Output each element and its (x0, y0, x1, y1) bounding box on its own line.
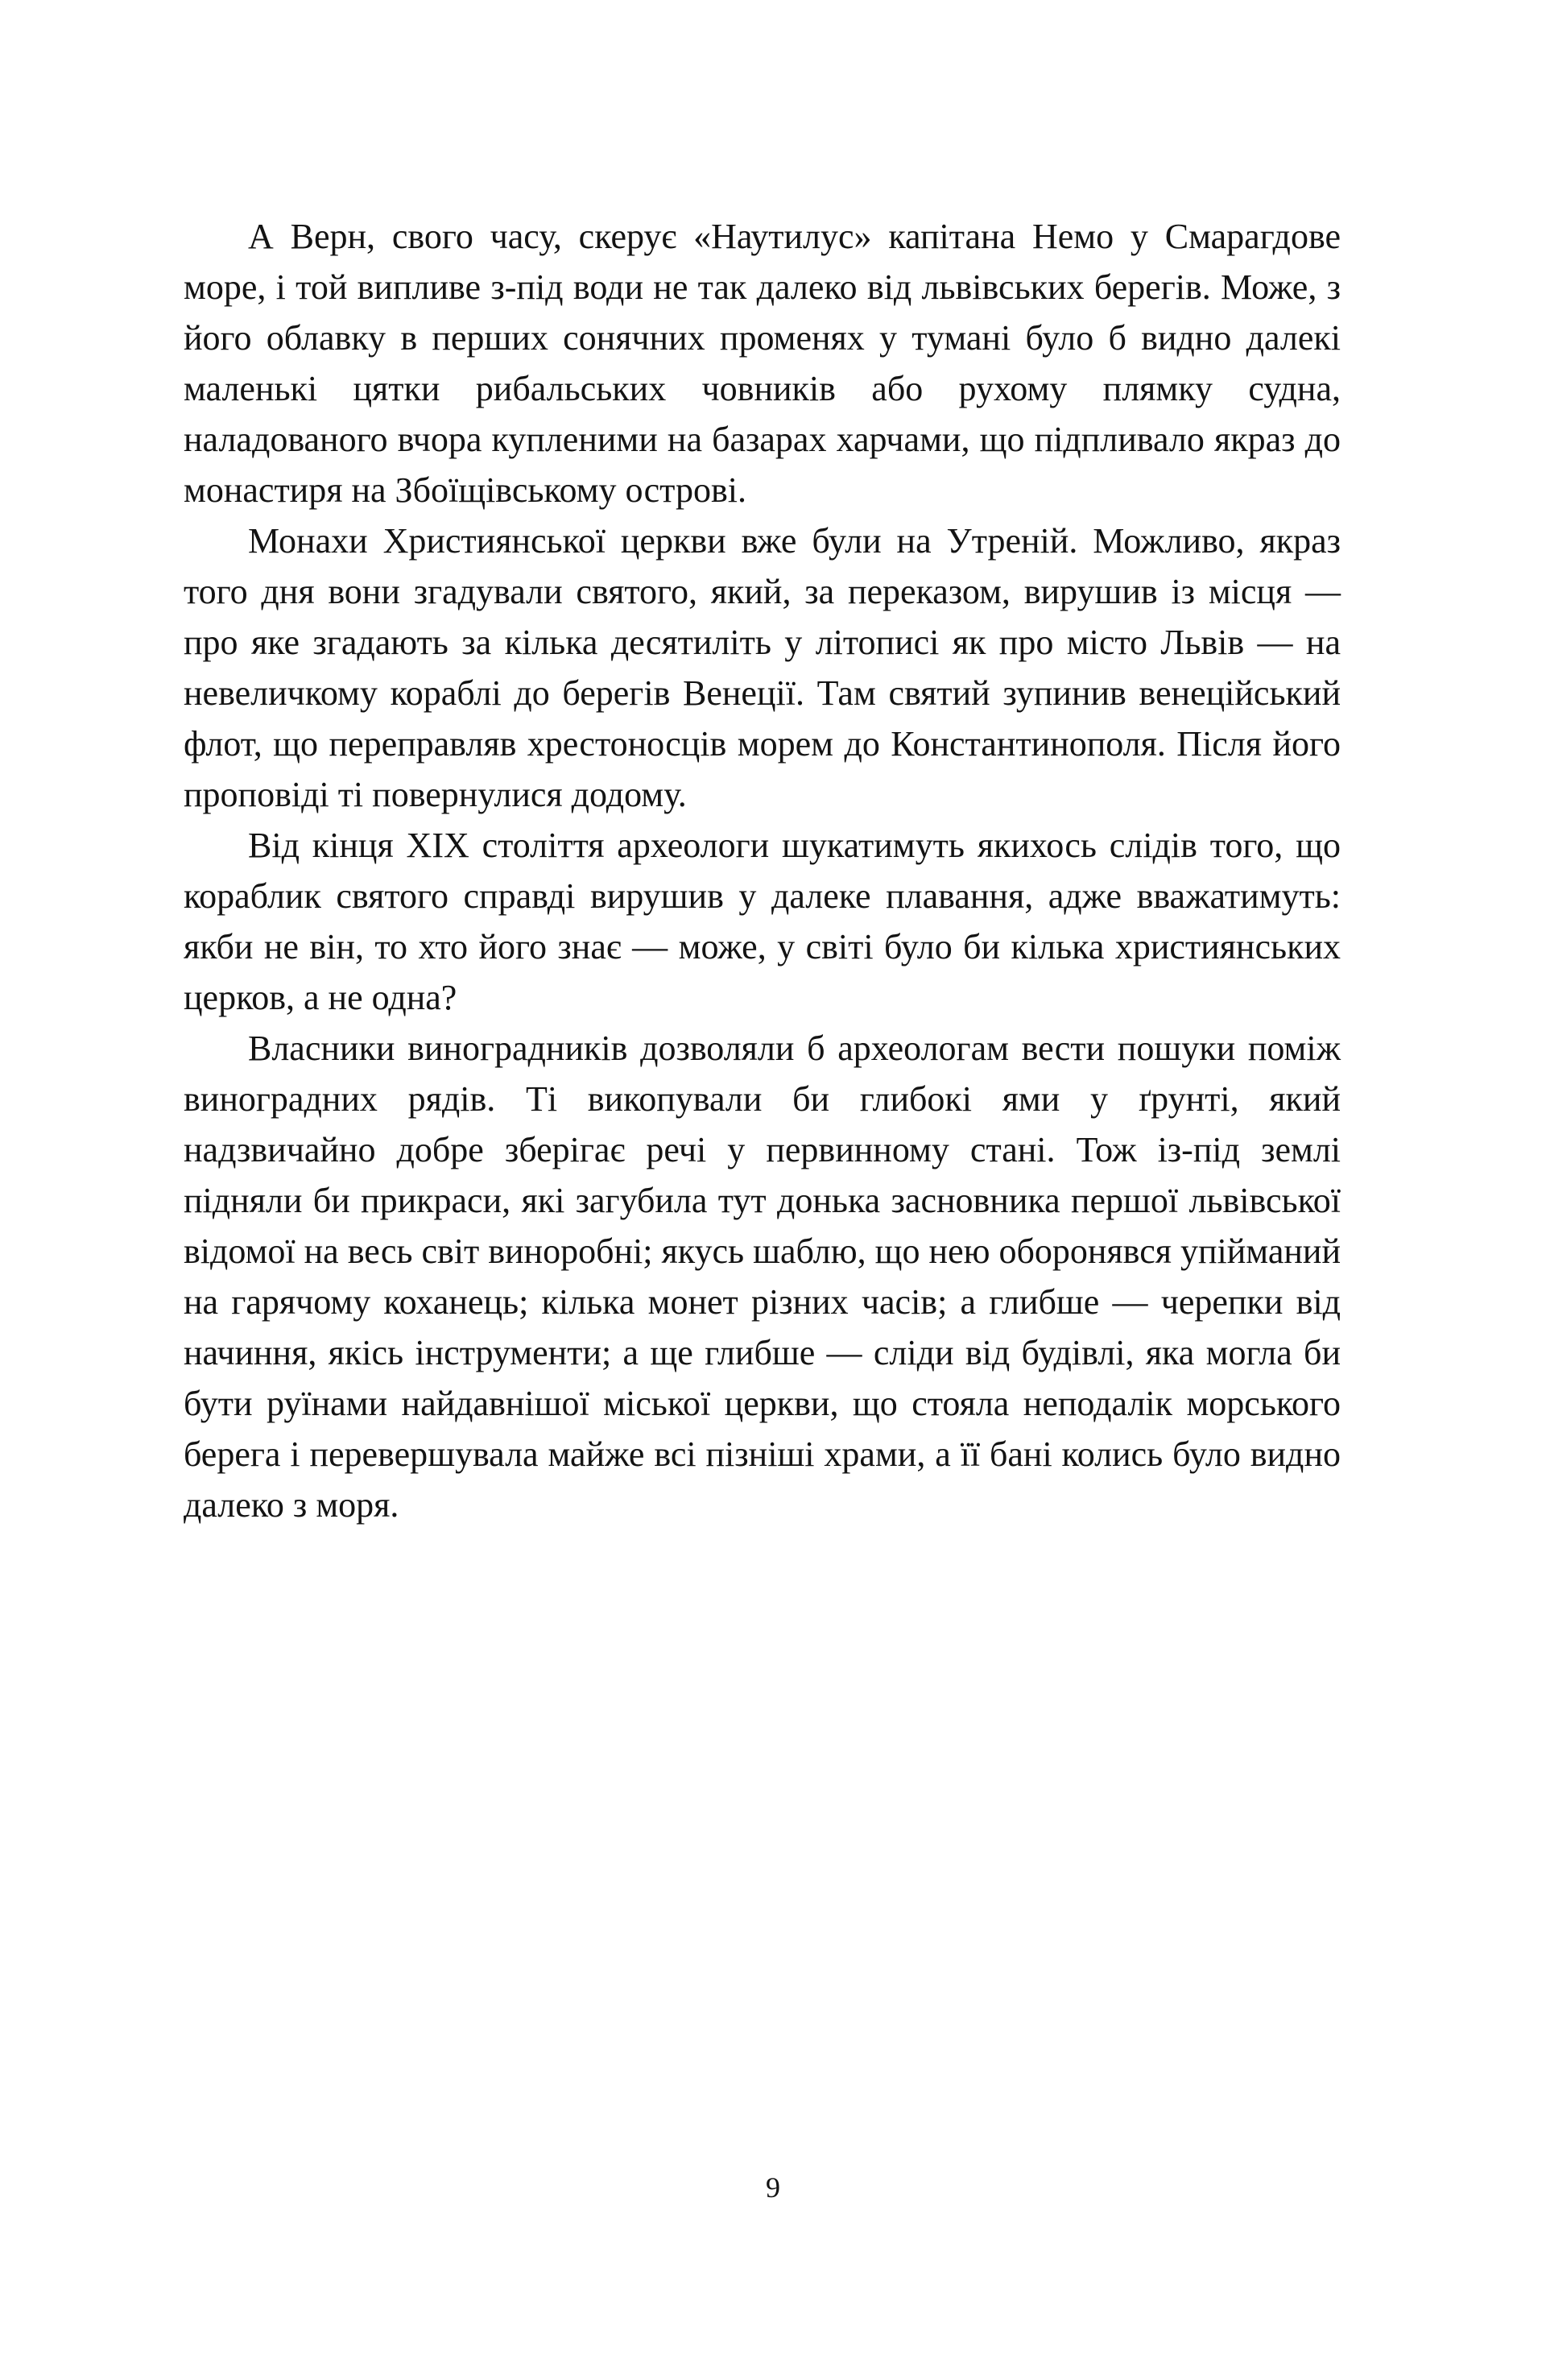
paragraph: Від кінця XIX століття археологи шукатимуть якихось слідів того, що кораблик святого справді вирушив у далеке плавання, адже вважатимуть: якби не він, то хто його знає — може, у світі було би кілька християнських церков, а не одна? (184, 826, 1341, 1017)
paragraph: Власники виноградників дозволяли б археологам вести пошуки поміж виноградних рядів. Ті викопували би глибокі ями у ґрунті, який надзвичайно добре зберігає речі у первинному стані. Тож із-під землі підняли би прикраси, які загубила тут донька засновника першої львівської відомої на весь світ виноробні; якусь шаблю, що нею оборонявся упійманий на гарячому коханець; кілька монет різних часів; а глибше — черепки від начиння, якісь інструменти; а ще глибше — сліди від будівлі, яка могла би бути руїнами найдавнішої міської церкви, що стояла неподалік морського берега і перевершувала майже всі пізніші храми, а її бані колись було видно далеко з моря. (184, 1029, 1341, 1525)
paragraph: А Верн, свого часу, скерує «Наутилус» капітана Немо у Смарагдове море, і той випливе з-під води не так далеко від львівських берегів. Може, з його облавку в перших сонячних променях у тумані було б видно далекі маленькі цятки рибальських човників або рухому плямку судна, наладованого вчора купленими на базарах харчами, що підпливало якраз до монастиря на Збоїщівському острові. (184, 217, 1341, 510)
body-text-column (184, 211, 1341, 1530)
page-number: 9 (766, 2171, 780, 2204)
paragraph: Монахи Християнської церкви вже були на Утреній. Можливо, якраз того дня вони згадували святого, який, за переказом, вирушив із місця — про яке згадають за кілька десятиліть у літописі як про місто Львів — на невеличкому кораблі до берегів Венеції. Там святий зупинив венеційський флот, що переправляв хрестоносців морем до Константинополя. Після його проповіді ті повернулися додому. (184, 521, 1341, 814)
